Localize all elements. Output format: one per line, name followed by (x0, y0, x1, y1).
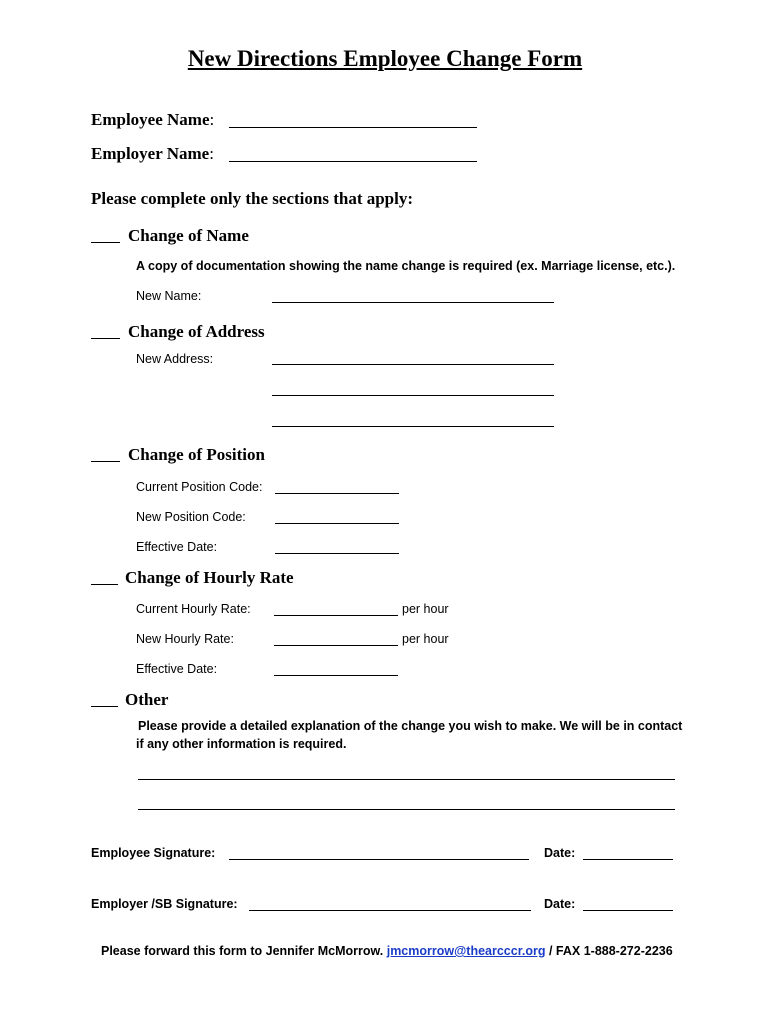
colon: : (209, 144, 214, 163)
current-hourly-rate-label: Current Hourly Rate: (136, 602, 251, 616)
change-of-name-heading: Change of Name (128, 226, 249, 245)
other-note-line-1: Please provide a detailed explanation of the change you wish to make. We will be in contact (138, 719, 683, 733)
new-address-line-2[interactable] (272, 395, 554, 396)
change-of-hourly-rate-checkbox[interactable] (91, 584, 118, 585)
employee-signature-field[interactable] (229, 859, 529, 860)
new-name-label: New Name: (136, 289, 202, 303)
new-address-line-3[interactable] (272, 426, 554, 427)
employer-signature-label: Employer /SB Signature: (91, 897, 238, 911)
new-address-line-1[interactable] (272, 364, 554, 365)
change-of-name-checkbox[interactable] (91, 242, 120, 243)
footer-fax: / FAX 1-888-272-2236 (548, 944, 673, 958)
colon: : (209, 110, 215, 129)
instructions: Please complete only the sections that apply: (91, 189, 414, 208)
name-change-note: A copy of documentation showing the name change is required (ex. Marriage license, etc.). (136, 259, 676, 273)
change-of-position-checkbox[interactable] (91, 461, 120, 462)
footer-email-link[interactable]: jmcmorrow@thearcccr.org (386, 944, 546, 958)
change-of-address-checkbox[interactable] (91, 338, 120, 339)
employer-name-field[interactable] (229, 161, 477, 162)
current-position-code-label: Current Position Code: (136, 480, 263, 494)
employee-name-label-text: Employee Name (91, 110, 210, 129)
other-explanation-line-1[interactable] (138, 779, 675, 780)
other-note-line-2: if any other information is required. (136, 737, 347, 751)
new-hourly-rate-field[interactable] (274, 645, 398, 646)
other-heading: Other (125, 690, 169, 709)
employer-signature-field[interactable] (249, 910, 531, 911)
change-of-hourly-rate-heading: Change of Hourly Rate (125, 568, 294, 587)
rate-effective-date-label: Effective Date: (136, 662, 218, 676)
footer (101, 944, 673, 958)
employee-date-label: Date: (544, 846, 576, 860)
new-name-field[interactable] (272, 302, 554, 303)
new-per-hour: per hour (402, 632, 449, 646)
employee-name-field[interactable] (229, 127, 477, 128)
change-of-position-heading: Change of Position (128, 445, 265, 464)
change-of-address-heading: Change of Address (128, 322, 265, 341)
new-hourly-rate-label: New Hourly Rate: (136, 632, 234, 646)
current-position-code-field[interactable] (275, 493, 399, 494)
employer-date-label: Date: (544, 897, 576, 911)
current-hourly-rate-field[interactable] (274, 615, 398, 616)
employee-date-field[interactable] (583, 859, 673, 860)
other-checkbox[interactable] (91, 706, 118, 707)
employee-signature-label: Employee Signature: (91, 846, 216, 860)
current-per-hour: per hour (402, 602, 449, 616)
new-position-code-field[interactable] (275, 523, 399, 524)
employer-date-field[interactable] (583, 910, 673, 911)
rate-effective-date-field[interactable] (274, 675, 398, 676)
employer-name-label-text: Employer Name (91, 144, 210, 163)
other-explanation-line-2[interactable] (138, 809, 675, 810)
employee-name-label (91, 110, 214, 130)
new-address-label: New Address: (136, 352, 214, 366)
form-title: New Directions Employee Change Form (187, 46, 583, 71)
new-position-code-label: New Position Code: (136, 510, 246, 524)
position-effective-date-label: Effective Date: (136, 540, 218, 554)
employer-name-label (91, 144, 214, 164)
footer-prefix: Please forward this form to Jennifer McMorrow. (101, 944, 384, 958)
position-effective-date-field[interactable] (275, 553, 399, 554)
